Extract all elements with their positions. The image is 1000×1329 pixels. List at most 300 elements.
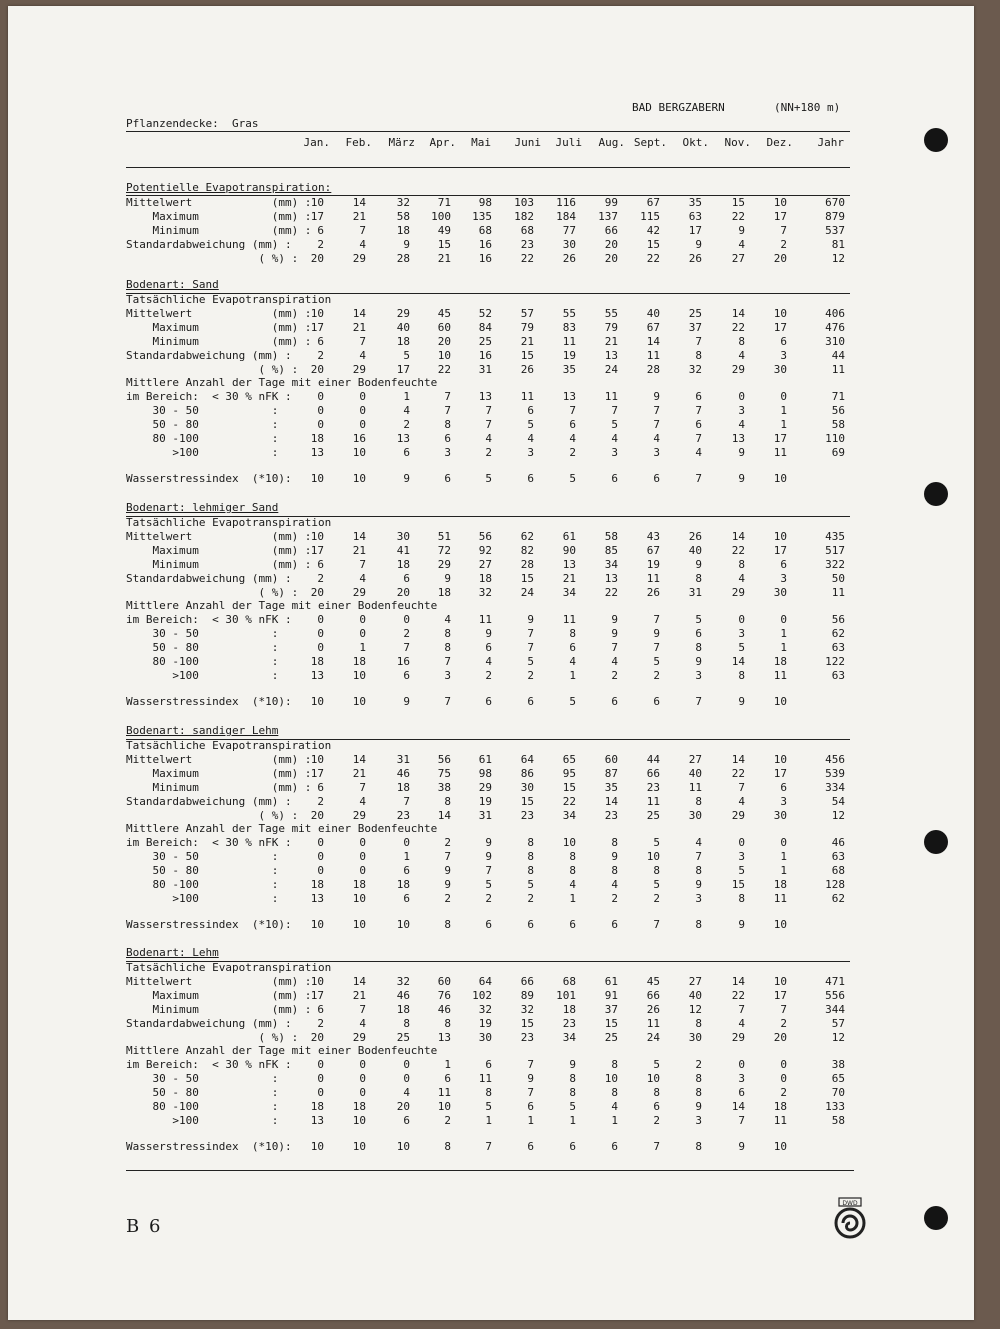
table-cell: 17 <box>773 320 787 334</box>
table-cell: 29 <box>731 808 745 822</box>
table-cell: 8 <box>611 1058 618 1072</box>
table-cell: 4 <box>738 794 745 808</box>
table-cell: 40 <box>688 988 702 1002</box>
table-cell: 6 <box>403 445 410 459</box>
table-row <box>0 655 1000 669</box>
table-cell: 20 <box>604 251 618 265</box>
table-cell: 21 <box>437 251 451 265</box>
table-cell: 67 <box>646 543 660 557</box>
table-cell: 6 <box>317 1002 324 1016</box>
table-row <box>0 1017 1000 1031</box>
table-cell: 2 <box>317 794 324 808</box>
table-cell: 11 <box>646 1016 660 1030</box>
table-cell: 14 <box>352 306 366 320</box>
table-cell: 4 <box>738 571 745 585</box>
table-row <box>0 349 1000 363</box>
table-cell: 9 <box>485 627 492 641</box>
row-label: im Bereich: < 30 % nFK : <box>126 390 292 404</box>
soil-section-title: Bodenart: Lehm <box>126 946 219 959</box>
table-row <box>0 850 1000 864</box>
table-cell: 13 <box>562 557 576 571</box>
table-cell: 2 <box>653 891 660 905</box>
table-row <box>0 432 1000 446</box>
table-cell: 0 <box>359 390 366 404</box>
table-cell: 10 <box>773 694 787 708</box>
table-cell: 8 <box>738 668 745 682</box>
table-cell: 7 <box>403 794 410 808</box>
table-cell: 18 <box>310 432 324 445</box>
table-cell: 0 <box>359 1058 366 1072</box>
table-cell: 92 <box>478 543 492 557</box>
table-cell: 25 <box>688 306 702 320</box>
table-cell: 71 <box>831 390 845 404</box>
table-cell: 7 <box>444 655 451 668</box>
table-cell: 38 <box>437 780 451 794</box>
table-cell: 32 <box>520 1002 534 1016</box>
table-cell: 2 <box>611 668 618 682</box>
table-cell: 90 <box>562 543 576 557</box>
table-cell: 2 <box>611 891 618 905</box>
subsection-title: Mittlere Anzahl der Tage mit einer Bodenfeuchte <box>126 599 438 613</box>
table-cell: 23 <box>396 808 410 822</box>
table-cell: 52 <box>478 306 492 320</box>
table-cell: 12 <box>831 251 845 265</box>
table-cell: 16 <box>396 655 410 668</box>
table-cell: 34 <box>562 808 576 822</box>
table-cell: 6 <box>317 557 324 571</box>
table-row <box>0 1140 1000 1154</box>
row-label: Wasserstressindex (*10): <box>126 917 292 931</box>
row-label: >100 : <box>126 1113 279 1127</box>
table-cell: 10 <box>562 836 576 850</box>
table-cell: 15 <box>520 348 534 362</box>
table-cell: 24 <box>604 362 618 376</box>
table-cell: 0 <box>359 1086 366 1100</box>
table-cell: 16 <box>478 237 492 251</box>
table-row <box>0 404 1000 418</box>
table-cell: 5 <box>527 655 534 668</box>
table-cell: 8 <box>695 917 702 931</box>
table-cell: 13 <box>437 1030 451 1044</box>
table-cell: 110 <box>825 432 845 445</box>
table-cell: 4 <box>611 1100 618 1113</box>
table-cell: 26 <box>688 251 702 265</box>
subsection-title: Tatsächliche Evapotranspiration <box>126 516 332 529</box>
table-cell: 5 <box>653 1058 660 1072</box>
table-cell: 18 <box>437 585 451 599</box>
table-cell: 8 <box>444 794 451 808</box>
table-cell: 25 <box>478 334 492 348</box>
table-cell: 14 <box>731 529 745 543</box>
table-cell: 10 <box>310 974 324 988</box>
table-cell: 13 <box>562 390 576 404</box>
table-cell: 0 <box>317 390 324 404</box>
row-label: Wasserstressindex (*10): <box>126 471 292 485</box>
table-cell: 16 <box>478 251 492 265</box>
table-cell: 32 <box>396 196 410 209</box>
table-cell: 22 <box>731 766 745 780</box>
table-cell: 2 <box>403 418 410 432</box>
table-cell: 64 <box>520 752 534 766</box>
table-cell: 6 <box>444 432 451 445</box>
table-cell: 18 <box>478 571 492 585</box>
table-cell: 8 <box>527 864 534 878</box>
table-cell: 7 <box>444 390 451 404</box>
table-cell: 8 <box>738 334 745 348</box>
table-cell: 9 <box>403 694 410 708</box>
row-label: Mittelwert (mm) : <box>126 974 312 988</box>
table-cell: 3 <box>738 627 745 641</box>
table-cell: 50 <box>831 571 845 585</box>
table-cell: 5 <box>527 878 534 891</box>
table-cell: 7 <box>527 627 534 641</box>
table-cell: 30 <box>688 1030 702 1044</box>
table-cell: 9 <box>738 471 745 485</box>
table-row <box>0 530 1000 544</box>
table-cell: 1 <box>569 1113 576 1127</box>
table-cell: 18 <box>396 223 410 237</box>
table-cell: 2 <box>780 1086 787 1100</box>
table-cell: 10 <box>310 471 324 485</box>
table-cell: 29 <box>731 362 745 376</box>
table-cell: 6 <box>485 1058 492 1072</box>
table-cell: 10 <box>352 694 366 708</box>
table-cell: 5 <box>653 655 660 668</box>
table-cell: 66 <box>646 988 660 1002</box>
table-cell: 0 <box>317 627 324 641</box>
table-cell: 6 <box>653 1100 660 1113</box>
table-cell: 7 <box>485 404 492 418</box>
table-cell: 9 <box>611 613 618 627</box>
table-cell: 1 <box>569 668 576 682</box>
table-cell: 15 <box>646 237 660 251</box>
table-cell: 29 <box>352 808 366 822</box>
table-cell: 9 <box>695 1100 702 1113</box>
table-cell: 10 <box>773 752 787 766</box>
table-cell: 19 <box>562 348 576 362</box>
table-row <box>0 558 1000 572</box>
table-cell: 6 <box>611 694 618 708</box>
table-cell: 6 <box>444 471 451 485</box>
table-cell: 17 <box>773 988 787 1002</box>
table-cell: 9 <box>695 557 702 571</box>
table-cell: 54 <box>831 794 845 808</box>
table-cell: 7 <box>738 1113 745 1127</box>
table-cell: 21 <box>352 766 366 780</box>
table-cell: 10 <box>437 1100 451 1113</box>
table-cell: 8 <box>695 1016 702 1030</box>
table-cell: 65 <box>562 752 576 766</box>
table-cell: 4 <box>611 432 618 445</box>
table-row <box>0 1086 1000 1100</box>
table-cell: 1 <box>611 1113 618 1127</box>
table-cell: 98 <box>478 766 492 780</box>
table-cell: 4 <box>695 836 702 850</box>
table-cell: 2 <box>780 1016 787 1030</box>
table-cell: 4 <box>738 348 745 362</box>
month-header: Juli <box>555 136 582 149</box>
table-cell: 7 <box>569 404 576 418</box>
table-cell: 17 <box>773 766 787 780</box>
table-cell: 32 <box>396 974 410 988</box>
table-cell: 8 <box>611 864 618 878</box>
table-cell: 0 <box>317 1072 324 1086</box>
row-label: Standardabweichung (mm) : <box>126 237 292 251</box>
table-cell: 10 <box>773 471 787 485</box>
table-cell: 8 <box>444 418 451 432</box>
table-cell: 18 <box>396 878 410 891</box>
row-label: 80 -100 : <box>126 432 279 445</box>
table-cell: 35 <box>562 362 576 376</box>
table-cell: 1 <box>359 641 366 655</box>
table-row <box>0 210 1000 224</box>
table-cell: 556 <box>825 988 845 1002</box>
table-cell: 95 <box>562 766 576 780</box>
table-cell: 7 <box>527 1058 534 1072</box>
table-cell: 58 <box>831 1113 845 1127</box>
table-cell: 5 <box>695 613 702 627</box>
table-cell: 0 <box>359 613 366 627</box>
table-cell: 10 <box>773 974 787 988</box>
table-cell: 17 <box>688 223 702 237</box>
table-cell: 10 <box>773 1139 787 1153</box>
table-cell: 7 <box>653 418 660 432</box>
table-cell: 12 <box>831 808 845 822</box>
table-cell: 38 <box>831 1058 845 1072</box>
table-cell: 2 <box>444 1113 451 1127</box>
table-cell: 13 <box>310 891 324 905</box>
table-cell: 6 <box>485 917 492 931</box>
table-cell: 8 <box>569 864 576 878</box>
table-cell: 12 <box>831 1030 845 1044</box>
table-cell: 9 <box>738 445 745 459</box>
table-cell: 20 <box>310 362 324 376</box>
table-cell: 21 <box>604 334 618 348</box>
table-cell: 0 <box>317 1058 324 1072</box>
table-cell: 68 <box>520 223 534 237</box>
table-cell: 7 <box>359 1002 366 1016</box>
table-cell: 22 <box>731 320 745 334</box>
row-label: 50 - 80 : <box>126 641 279 655</box>
month-header: Nov. <box>724 136 751 149</box>
table-row <box>0 1072 1000 1086</box>
table-cell: 77 <box>562 223 576 237</box>
table-cell: 8 <box>569 1086 576 1100</box>
table-cell: 9 <box>485 836 492 850</box>
table-cell: 4 <box>738 1016 745 1030</box>
table-cell: 17 <box>310 988 324 1002</box>
table-cell: 0 <box>317 613 324 627</box>
row-label: Mittelwert (mm) : <box>126 529 312 543</box>
table-row <box>0 809 1000 823</box>
table-cell: 23 <box>604 808 618 822</box>
table-cell: 17 <box>310 543 324 557</box>
row-label: Maximum (mm) : <box>126 543 312 557</box>
table-cell: 10 <box>352 917 366 931</box>
table-row <box>0 307 1000 321</box>
table-cell: 4 <box>359 237 366 251</box>
table-cell: 133 <box>825 1100 845 1113</box>
table-cell: 5 <box>569 694 576 708</box>
table-cell: 14 <box>437 808 451 822</box>
table-cell: 10 <box>352 668 366 682</box>
table-cell: 8 <box>611 836 618 850</box>
table-cell: 1 <box>780 627 787 641</box>
table-row <box>0 864 1000 878</box>
row-label: ( %) : <box>126 1030 299 1044</box>
table-row <box>0 892 1000 906</box>
table-cell: 11 <box>773 445 787 459</box>
table-cell: 5 <box>738 641 745 655</box>
table-cell: 517 <box>825 543 845 557</box>
table-cell: 8 <box>653 864 660 878</box>
table-cell: 10 <box>773 306 787 320</box>
table-cell: 8 <box>527 836 534 850</box>
table-cell: 6 <box>317 223 324 237</box>
table-cell: 61 <box>604 974 618 988</box>
table-cell: 25 <box>604 1030 618 1044</box>
table-cell: 2 <box>317 348 324 362</box>
table-cell: 0 <box>317 864 324 878</box>
station-elevation: (NN+180 m) <box>774 101 841 114</box>
table-cell: 7 <box>444 404 451 418</box>
table-cell: 406 <box>825 306 845 320</box>
table-cell: 2 <box>569 445 576 459</box>
table-cell: 2 <box>695 1058 702 1072</box>
table-cell: 20 <box>437 334 451 348</box>
table-cell: 0 <box>738 390 745 404</box>
table-cell: 9 <box>695 878 702 891</box>
table-cell: 28 <box>396 251 410 265</box>
table-cell: 6 <box>695 627 702 641</box>
table-cell: 6 <box>695 390 702 404</box>
month-header: Mai <box>471 136 491 149</box>
table-cell: 3 <box>653 445 660 459</box>
table-cell: 11 <box>773 668 787 682</box>
table-cell: 63 <box>688 209 702 223</box>
table-cell: 6 <box>444 1072 451 1086</box>
table-cell: 13 <box>604 348 618 362</box>
table-cell: 58 <box>396 209 410 223</box>
table-cell: 8 <box>569 850 576 864</box>
table-cell: 3 <box>738 850 745 864</box>
table-cell: 9 <box>403 471 410 485</box>
row-label: Standardabweichung (mm) : <box>126 1016 292 1030</box>
table-cell: 14 <box>352 196 366 209</box>
table-cell: 41 <box>396 543 410 557</box>
table-cell: 31 <box>478 362 492 376</box>
month-header: Feb. <box>345 136 372 149</box>
table-cell: 7 <box>359 223 366 237</box>
table-cell: 1 <box>780 418 787 432</box>
table-cell: 35 <box>604 780 618 794</box>
table-cell: 60 <box>437 974 451 988</box>
table-cell: 22 <box>562 794 576 808</box>
table-cell: 100 <box>431 209 451 223</box>
table-cell: 8 <box>653 1086 660 1100</box>
table-cell: 18 <box>396 334 410 348</box>
table-cell: 0 <box>359 836 366 850</box>
row-label: 30 - 50 : <box>126 404 279 418</box>
table-cell: 10 <box>352 1139 366 1153</box>
table-cell: 6 <box>780 780 787 794</box>
table-cell: 1 <box>527 1113 534 1127</box>
row-label: Mittelwert (mm) : <box>126 196 312 209</box>
table-cell: 1 <box>780 864 787 878</box>
table-cell: 15 <box>520 571 534 585</box>
table-row <box>0 781 1000 795</box>
table-cell: 7 <box>780 1002 787 1016</box>
soil-section-title: Bodenart: Sand <box>126 278 219 291</box>
table-cell: 40 <box>646 306 660 320</box>
table-cell: 9 <box>527 613 534 627</box>
table-cell: 137 <box>598 209 618 223</box>
table-cell: 6 <box>780 557 787 571</box>
subsection-title: Mittlere Anzahl der Tage mit einer Bodenfeuchte <box>126 822 438 836</box>
table-cell: 4 <box>359 794 366 808</box>
table-cell: 2 <box>317 237 324 251</box>
table-cell: 29 <box>352 1030 366 1044</box>
table-cell: 66 <box>520 974 534 988</box>
table-cell: 79 <box>604 320 618 334</box>
row-label: 50 - 80 : <box>126 864 279 878</box>
table-cell: 67 <box>646 320 660 334</box>
table-cell: 29 <box>352 251 366 265</box>
table-row <box>0 695 1000 709</box>
table-cell: 1 <box>444 1058 451 1072</box>
table-cell: 8 <box>569 627 576 641</box>
row-label: >100 : <box>126 668 279 682</box>
table-cell: 64 <box>478 974 492 988</box>
subsection-title: Tatsächliche Evapotranspiration <box>126 293 332 306</box>
table-cell: 30 <box>773 585 787 599</box>
table-cell: 98 <box>478 196 492 209</box>
table-cell: 9 <box>444 864 451 878</box>
table-cell: 1 <box>780 404 787 418</box>
table-cell: 20 <box>310 585 324 599</box>
row-label: Maximum (mm) : <box>126 209 312 223</box>
table-cell: 11 <box>437 1086 451 1100</box>
month-header: Aug. <box>598 136 625 149</box>
table-cell: 45 <box>437 306 451 320</box>
table-cell: 9 <box>611 627 618 641</box>
table-row <box>0 1114 1000 1128</box>
table-cell: 15 <box>520 794 534 808</box>
table-cell: 9 <box>653 627 660 641</box>
table-cell: 70 <box>831 1086 845 1100</box>
table-cell: 8 <box>738 891 745 905</box>
table-cell: 0 <box>780 836 787 850</box>
table-cell: 14 <box>731 752 745 766</box>
table-cell: 9 <box>485 850 492 864</box>
table-cell: 24 <box>520 585 534 599</box>
month-header: März <box>388 136 415 149</box>
table-cell: 334 <box>825 780 845 794</box>
table-cell: 0 <box>403 1058 410 1072</box>
table-cell: 4 <box>653 432 660 445</box>
table-cell: 10 <box>310 917 324 931</box>
table-cell: 14 <box>352 752 366 766</box>
table-row <box>0 418 1000 432</box>
table-cell: 135 <box>472 209 492 223</box>
table-cell: 99 <box>604 196 618 209</box>
table-cell: 14 <box>731 1100 745 1113</box>
table-cell: 35 <box>688 196 702 209</box>
table-cell: 19 <box>478 794 492 808</box>
table-cell: 40 <box>396 320 410 334</box>
table-cell: 9 <box>738 694 745 708</box>
table-cell: 11 <box>562 334 576 348</box>
